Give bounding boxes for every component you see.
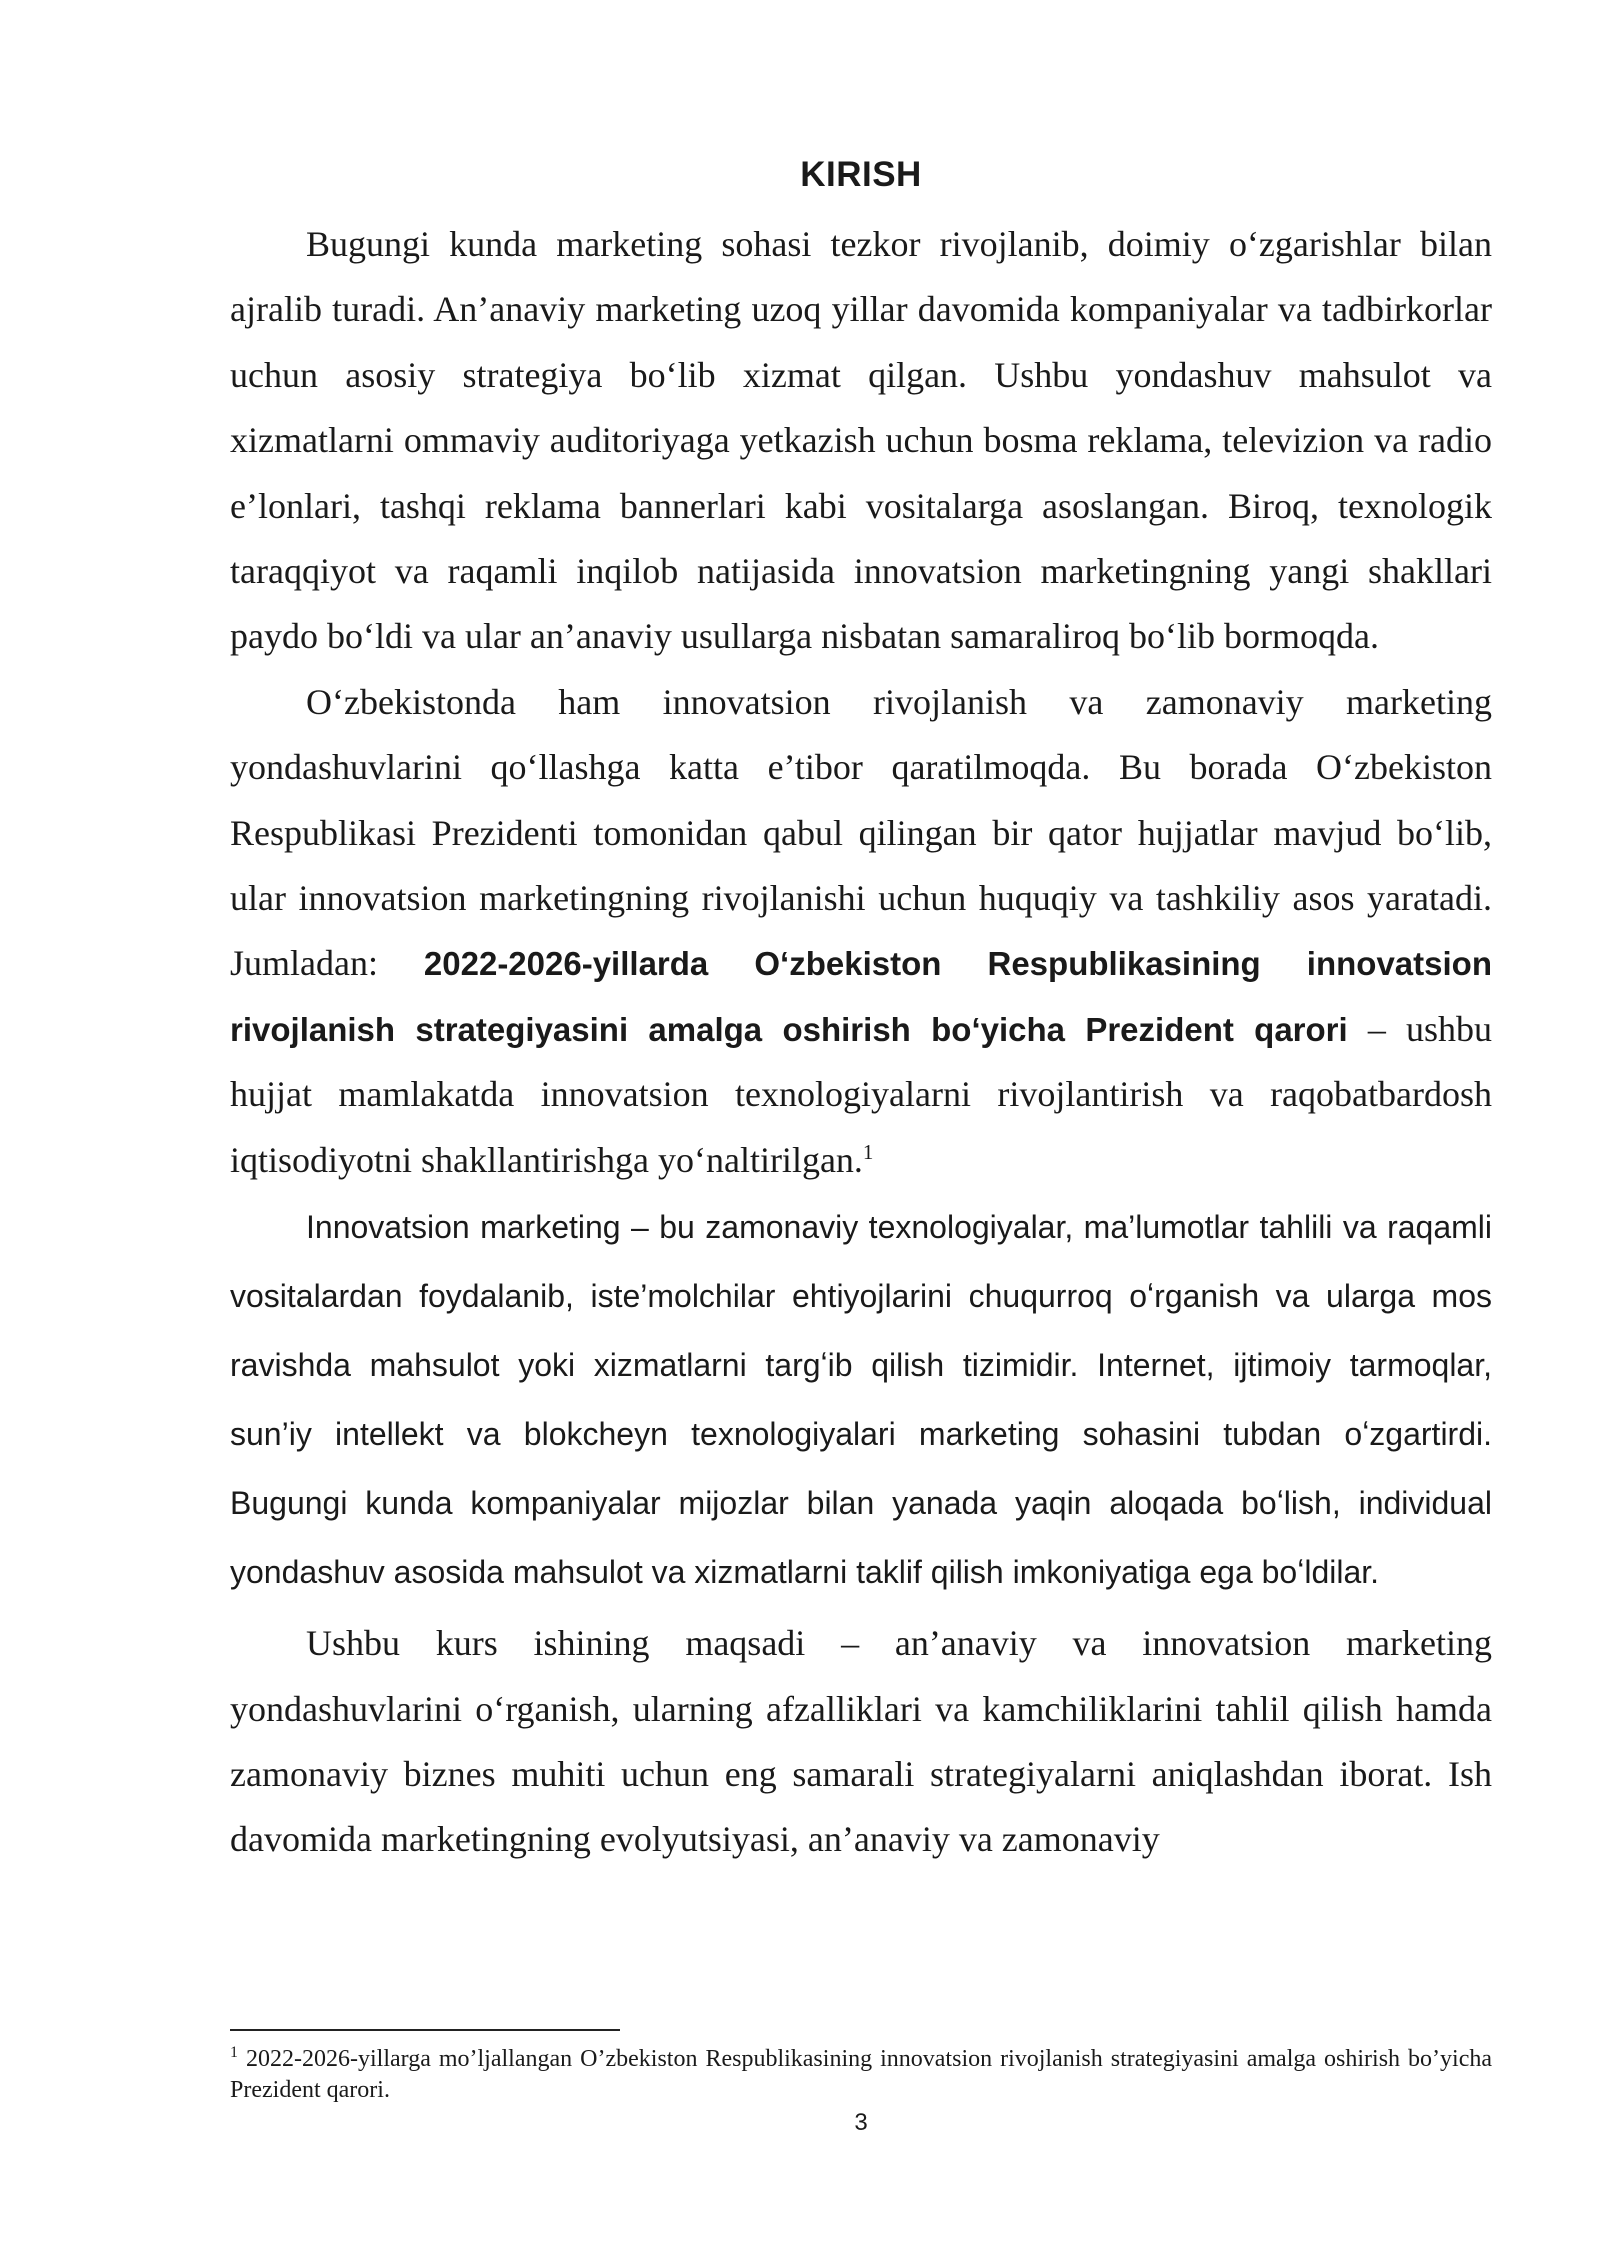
footnote <box>230 2044 1492 2106</box>
paragraph-intro: Bugungi kunda marketing sohasi tezkor rivojlanib, doimiy oʻzgarishlar bilan ajralib turadi. An’anaviy marketing uzoq yillar davomida kompaniyalar va tadbirkorlar uchun asosiy strategiya boʻlib xizmat qilgan. Ushbu yondashuv mahsulot va xizmatlarni ommaviy auditoriyaga yetkazish uchun bosma reklama, televizion va radio e’lonlari, tashqi reklama bannerlari kabi vositalarga asoslangan. Biroq, texnologik taraqqiyot va raqamli inqilob natijasida innovatsion marketingning yangi shakllari paydo boʻldi va ular an’anaviy usullarga nisbatan samaraliroq boʻlib bormoqda. <box>230 224 1492 657</box>
page-title: KIRISH <box>800 155 922 194</box>
footnote-separator <box>230 2029 620 2031</box>
footnote-text: 2022-2026-yillarga mo’ljallangan O’zbekiston Respublikasining innovatsion rivojlanish strategiyasini amalga oshirish bo’yicha Prezident qarori. <box>230 2046 1492 2103</box>
footnote-mark: 1 <box>230 2044 238 2061</box>
page-number: 3 <box>854 2109 868 2136</box>
paragraph-uzbekistan-start: Oʻzbekistonda ham innovatsion rivojlanish va zamonaviy marketing yondashuvlarini qoʻllashga katta e’tibor qaratilmoqda. Bu borada Oʻzbekiston Respublikasi Prezidenti tomonidan qabul qilingan bir qator hujjatlar mavjud boʻlib, ular innovatsion marketingning rivojlanishi uchun huquqiy va tashkiliy asos yaratadi. Jumladan: <box>230 681 1492 984</box>
paragraph-uzbekistan <box>230 670 1492 1193</box>
footnote-reference[interactable]: 1 <box>862 1139 874 1164</box>
page-content <box>230 148 1492 1873</box>
paragraph-innovative-marketing: Innovatsion marketing – bu zamonaviy texnologiyalar, ma’lumotlar tahlili va raqamli vositalardan foydalanib, iste’molchilar ehtiyojlarini chuqurroq oʻrganish va ularga mos ravishda mahsulot yoki xizmatlarni targʻib qilish tizimidir. Internet, ijtimoiy tarmoqlar, sun’iy intellekt va blokcheyn texnologiyalari marketing sohasini tubdan oʻzgartirdi. Bugungi kunda kompaniyalar mijozlar bilan yanada yaqin aloqada boʻlish, individual yondashuv asosida mahsulot va xizmatlarni taklif qilish imkoniyatiga ega boʻldilar. <box>230 1209 1492 1591</box>
paragraph-uzbekistan-end: – ushbu hujjat mamlakatda innovatsion texnologiyalarni rivojlantirish va raqobatbardosh iqtisodiyotni shakllantirishga yoʻnaltirilgan. <box>230 1008 1493 1180</box>
paragraph-course-goal: Ushbu kurs ishining maqsadi – an’anaviy va innovatsion marketing yondashuvlarini oʻrganish, ularning afzalliklari va kamchiliklarini tahlil qilish hamda zamonaviy biznes muhiti uchun eng samarali strategiyalarni aniqlashdan iborat. Ish davomida marketingning evolyutsiyasi, an’anaviy va zamonaviy <box>230 1623 1492 1860</box>
decree-title-bold: 2022-2026-yillarda Oʻzbekiston Respublikasining innovatsion rivojlanish strategiyasini amalga oshirish boʻyicha Prezident qarori <box>230 945 1492 1048</box>
